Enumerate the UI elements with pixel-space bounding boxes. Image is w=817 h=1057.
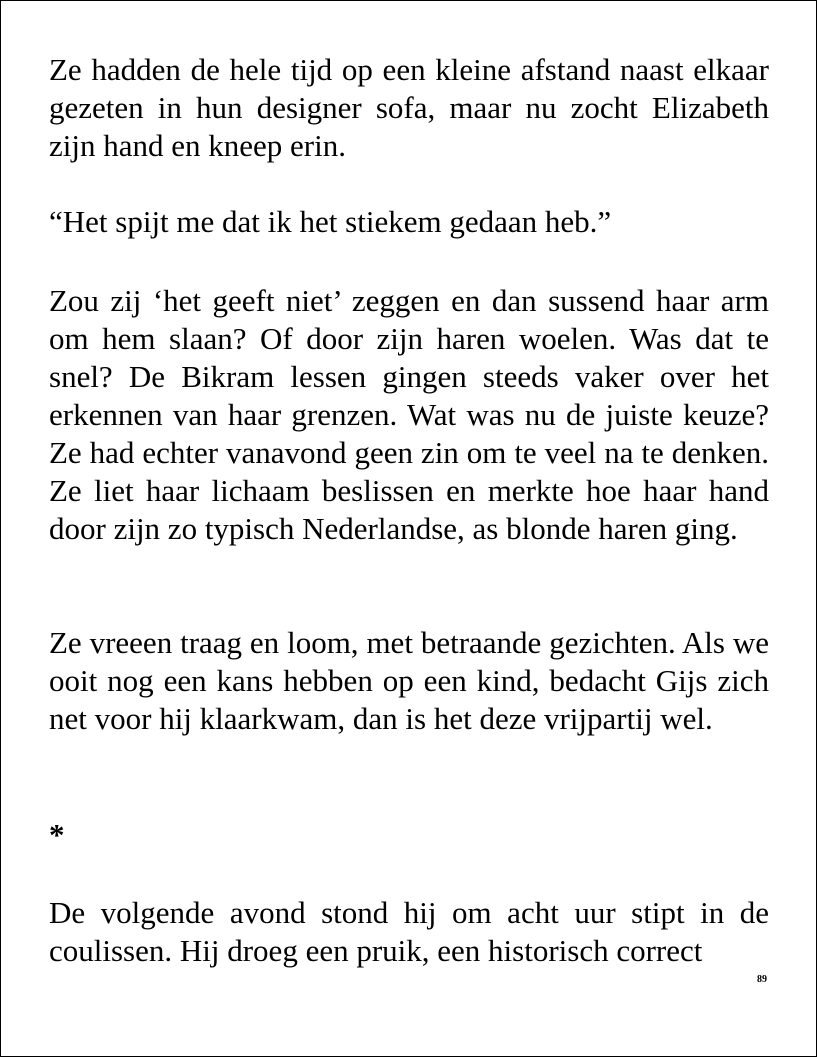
paragraph-1: Ze hadden de hele tijd op een kleine afstand naast elkaar gezeten in hun designer sofa, maar nu zocht Elizabeth zijn hand en kneep erin.	[49, 52, 769, 163]
paragraph-5: De volgende avond stond hij om acht uur stipt in de coulissen. Hij droeg een pruik, een historisch correct	[49, 895, 769, 968]
paragraph-3: Zou zij ‘het geeft niet’ zeggen en dan sussend haar arm om hem slaan? Of door zijn haren woelen. Was dat te snel? De Bikram lessen gingen steeds vaker over het erkennen van haar grenzen. Wat was nu de juiste keuze? Ze had echter vanavond geen zin om te veel na te denken. Ze liet haar lichaam beslissen en merkte hoe haar hand door zijn zo typisch Nederlandse, as blonde haren ging.	[49, 283, 769, 546]
paragraph-2-dialogue: “Het spijt me dat ik het stiekem gedaan heb.”	[49, 204, 612, 239]
section-separator: *	[49, 817, 65, 852]
paragraph-4: Ze vreeen traag en loom, met betraande gezichten. Als we ooit nog een kans hebben op een kind, bedacht Gijs zich net voor hij klaarkwam, dan is het deze vrijpartij wel.	[49, 625, 769, 736]
page-number: 89	[757, 974, 767, 985]
